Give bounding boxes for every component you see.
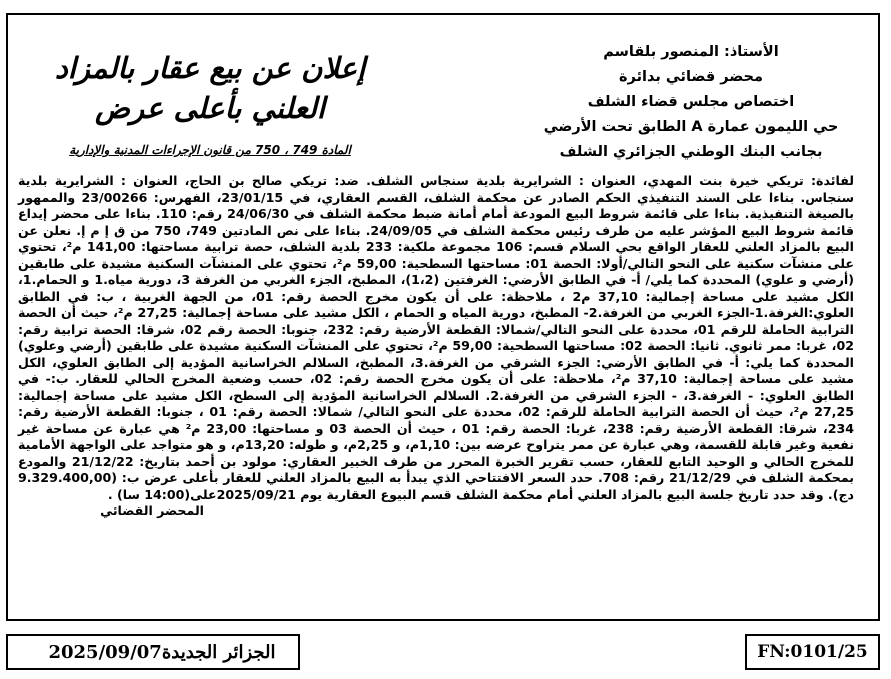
bailiff-name: الأستاذ: المنصور بلقاسم [603,44,779,60]
publication-date: 2025/09/07 [48,641,162,663]
signature: المحضر القضائي [100,503,204,518]
law-reference: المادة 749 ، 750 من قانون الإجراءات المدنية والإدارية [69,143,351,157]
bailiff-title: محضر قضائي بدائرة [619,69,763,85]
jurisdiction: اختصاص مجلس قضاء الشلف [587,94,795,110]
newspaper-box [6,634,300,670]
announcement-body [18,173,854,520]
newspaper-name: الجزائر الجديدة [161,641,276,663]
office-address: حي الليمون عمارة A الطابق تحت الأرضي [543,119,839,135]
office-address-detail: بجانب البنك الوطني الجزائري الشلف [559,144,823,160]
title-line-2: العلني بأعلى عرض [95,91,325,125]
title-line-1: إعلان عن بيع عقار بالمزاد [54,51,366,85]
bailiff-info [511,40,871,165]
body-paragraph: لفائدة: تريكي خيرة بنت المهدي، العنوان : الشرايرية بلدية سنجاس الشلف. ضد: تريكي صالح بن الحاج، العنوان : الشرايرية بلدية سنجاس. بناءا على السند التنفيذي الحكم الصادر عن محكمة الشلف، القسم العقاري، في 23/01/15، الفهرس: 23/00266 والممهور بالصيغة التنفيذية. بناءا على قائمة شروط البيع المودعة أمام أمانة ضبط محكمة الشلف في 24/06/30 رقم: 110. بناءا على محضر إيداع قائمة شروط البيع المؤشر عليه من طرف رئيس محكمة الشلف في 24/09/05. بناءا على نص المادتين 749، 750 من ق إ م إ. نعلن عن البيع بالمزاد العلني للعقار الواقع بحي السلام قسم: 106 مجموعة ملكية: 233 بلدية الشلف، حصة ترابية مساحتها: 141,00 م²، تحتوي على منشآت سكنية على النحو التالي/أولا: الحصة 01: مساحتها السطحية: 59,00 م²، تحتوي على المنشآت السكنية مشيدة على طابقين (أرضي و علوي) المحددة كما يلي/ أ- في الطابق الأرضي: الغرفتين (1،2)، المطبخ، الجزء الغربي من الغرفة 3، دورية مياه.1 و الحمام.1، الكل مشيد على مساحة إجمالية: 37,10 م2 ، ملاحظة: على أن يكون مخرج الحصة رقم: 01، من الجهة الغربية ، ب: في الطابق العلوي:الغرفة.1-الجزء الغربي من الغرفة.2- المطبخ، دورية المياه و الحمام ، الكل مشيد على مساحة إجمالية: 27,25 م²، حيث أن الحصة الترابية الحاملة للرقم 01، محددة على النحو التالي/شمالا: القطعة الأرضية رقم: 232، جنوبا: الحصة رقم 02، شرقا: الحصة ترابية رقم: 02، غربا: ممر ثانوي. ثانيا: الحصة 02: مساحتها السطحية: 59,00 م²، تحتوي على المنشآت السكنية مشيدة على طابقين (أرضي وعلوي) المحددة كما يلي: أ- في الطابق الأرضي: الجزء الشرقي من الغرفة.3، المطبخ، السلالم الخراسانية المؤدية إلى الطابق العلوي، الكل مشيد على مساحة إجمالية: 37,10 م²، ملاحظة: على أن يكون مخرج الحصة رقم: 02، حسب وضعية المخرج الحالي للعقار. ب:- في الطابق العلوي: - الغرفة.3، - الجزء الشرقي من الغرفة.2. السلالم الخراسانية المؤدية إلى السطح، الكل مشيد على مساحة إجمالية: 27,25 م²، حيث أن الحصة الترابية الحاملة للرقم: 02، محددة على النحو التالي/ شمالا: الحصة رقم: 01 ، جنوبا: القطعة الأرضية رقم: 234، شرقا: القطعة الأرضية رقم: 238، غربا: الحصة رقم: 01 ، حيث أن الحصة 03 و مساحتها: 23,00 م² هي عبارة عن مساحة غير نفعية وغير قابلة للقسمة، وهي عبارة عن ممر يتراوح عرضه بين: 1,10م، و 2,25م، و طوله: 13,20م، و هو متواجد على الواجهة الأمامية للمخرج الحالي و الوحيد التابع للعقار، حسب تقرير الخبرة المحرر من طرف الخبير العقاري: مولود بن أحمد بتاريخ: 21/12/22 والمودع بمحكمة الشلف في 21/12/29 رقم: 708. حدد السعر الافتتاحي الذي يبدأ به البيع بالمزاد العلني للعقار بأعلى عرض ب: (9.329.400,00 دج). وقد حدد تاريخ جلسة البيع بالمزاد العلني أمام محكمة الشلف قسم البيوع العقارية يوم 2025/09/21على(14:00 سا) . [18,173,855,502]
announcement-title [40,48,380,128]
reference-number: FN:0101/25 [757,642,868,662]
reference-box [745,634,880,670]
